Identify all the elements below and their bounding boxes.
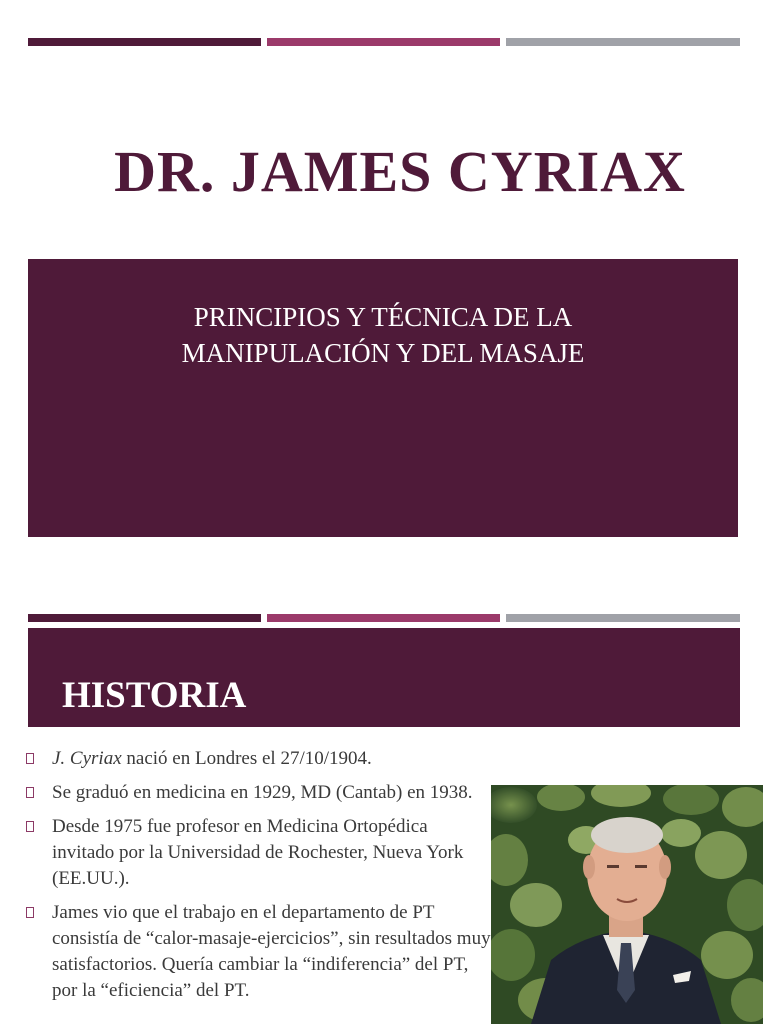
- square-bullet-icon: [26, 821, 34, 832]
- bullet-text: nació en Londres el 27/10/1904.: [121, 748, 372, 769]
- list-item: [24, 814, 494, 892]
- portrait-photo: [491, 785, 763, 1024]
- portrait-image: [491, 785, 763, 1024]
- list-item: [24, 900, 494, 1004]
- section-header: [28, 628, 740, 727]
- accent-bar-gray-2: [506, 614, 740, 622]
- subtitle-line-2: MANIPULACIÓN Y DEL MASAJE: [181, 338, 585, 368]
- subtitle-panel: [28, 259, 738, 537]
- subtitle-text: [28, 299, 738, 371]
- bullet-italic-name: J. Cyriax: [52, 748, 122, 769]
- accent-bar-magenta: [267, 38, 500, 46]
- accent-bar-magenta-2: [267, 614, 500, 622]
- accent-bar-plum-2: [28, 614, 261, 622]
- bullet-text: Desde 1975 fue profesor en Medicina Ortopédica invitado por la Universidad de Rochester, Nueva York (EE.UU.).: [52, 816, 464, 889]
- bullet-text: Se graduó en medicina en 1929, MD (Cantab) en 1938.: [52, 782, 473, 803]
- bullet-list: [24, 746, 494, 1012]
- slide-title-text: DR. JAMES CYRIAX: [114, 139, 686, 204]
- section-title: HISTORIA: [62, 675, 247, 716]
- square-bullet-icon: [26, 787, 34, 798]
- square-bullet-icon: [26, 907, 34, 918]
- bullet-text: James vio que el trabajo en el departamento de PT consistía de “calor-masaje-ejercicios”, sin resultados muy satisfactorios. Quería cambiar la “indiferencia” del PT, por la “eficiencia” del PT.: [52, 902, 491, 1001]
- square-bullet-icon: [26, 753, 34, 764]
- list-item: [24, 780, 494, 806]
- accent-bar-gray: [506, 38, 740, 46]
- accent-bar-plum: [28, 38, 261, 46]
- subtitle-line-1: PRINCIPIOS Y TÉCNICA DE LA: [193, 302, 573, 332]
- list-item: [24, 746, 494, 772]
